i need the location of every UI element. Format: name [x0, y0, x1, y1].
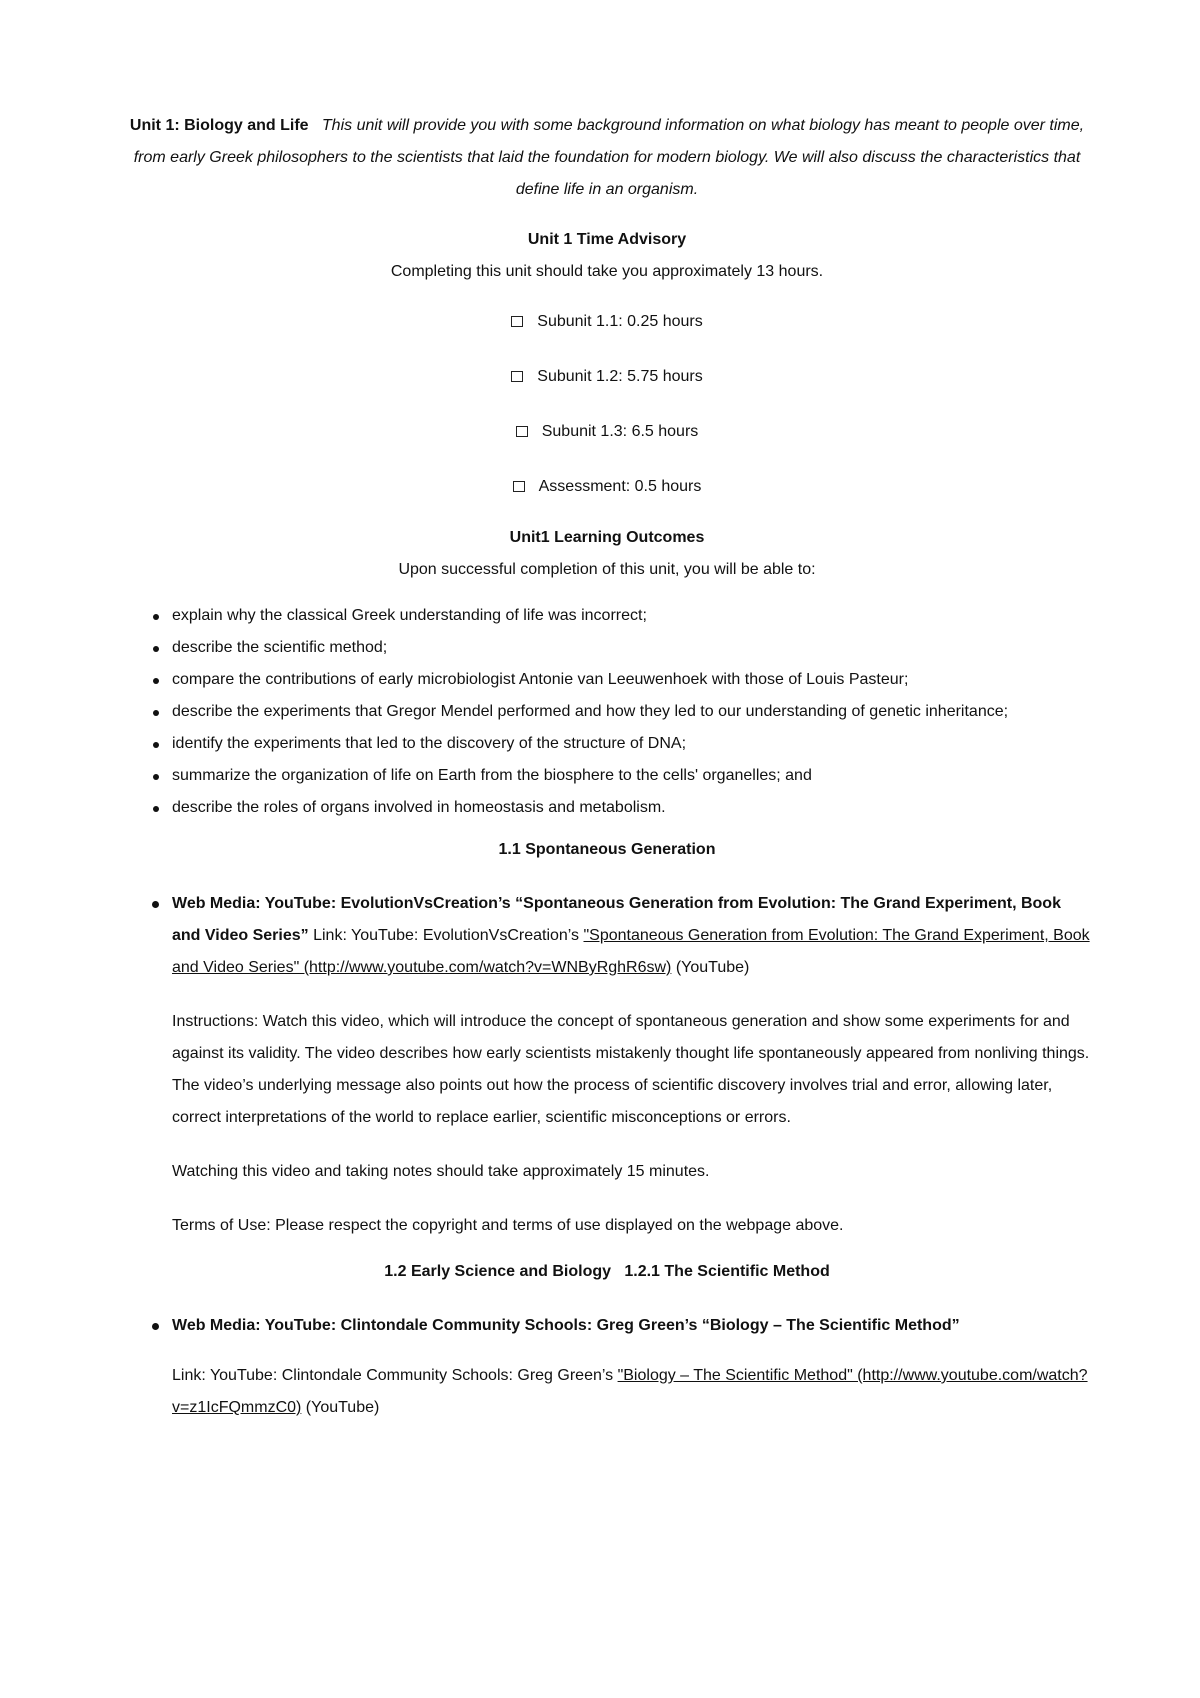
checkbox-icon[interactable]	[513, 481, 525, 492]
learning-outcomes-list	[122, 600, 1092, 824]
link-prefix: Link: YouTube: EvolutionVsCreation’s	[308, 927, 584, 944]
list-item: describe the scientific method;	[122, 632, 1092, 664]
list-item: identify the experiments that led to the discovery of the structure of DNA;	[122, 728, 1092, 760]
time-checklist	[122, 310, 1092, 499]
checklist-label: Subunit 1.2: 5.75 hours	[537, 368, 703, 385]
time-note: Watching this video and taking notes should take approximately 15 minutes.	[172, 1163, 710, 1180]
terms-of-use: Terms of Use: Please respect the copyright and terms of use displayed on the webpage above.	[172, 1217, 844, 1234]
link-suffix: (YouTube)	[301, 1399, 380, 1416]
video-link[interactable]: "Spontaneous Generation from Evolution: The Grand Experiment, Book and Video Series" (http://www.youtube.com/watch?v=WNByRghR6sw)	[172, 927, 1090, 976]
checklist-label: Assessment: 0.5 hours	[538, 478, 702, 495]
list-item: compare the contributions of early microbiologist Antonie van Leeuwenhoek with those of Louis Pasteur;	[122, 664, 1092, 696]
list-item: explain why the classical Greek understanding of life was incorrect;	[122, 600, 1092, 632]
checklist-label: Subunit 1.1: 0.25 hours	[537, 313, 703, 330]
video-link[interactable]: "Biology – The Scientific Method" (http://www.youtube.com/watch?v=z1IcFQmmzC0)	[172, 1367, 1088, 1416]
list-item: describe the roles of organs involved in homeostasis and metabolism.	[122, 792, 1092, 824]
checklist-item	[122, 310, 1092, 334]
scientific-method-link-line	[122, 1360, 1092, 1424]
link-prefix: Link: YouTube: Clintondale Community Schools: Greg Green’s	[172, 1367, 618, 1384]
media-title: Web Media: YouTube: EvolutionVsCreation’s “Spontaneous Generation from Evolution: The Grand Experiment, Book and Video Series”	[172, 895, 1061, 944]
checklist-item	[122, 475, 1092, 499]
time-advisory-text: Completing this unit should take you approximately 13 hours.	[390, 263, 824, 280]
link-suffix: (YouTube)	[671, 959, 750, 976]
unit-title: Unit 1: Biology and Life	[129, 117, 309, 134]
unit-intro	[122, 110, 1092, 206]
learning-outcomes-text: Upon successful completion of this unit, you will be able to:	[398, 561, 816, 578]
bullet-icon	[152, 901, 159, 908]
unit-description: This unit will provide you with some background information on what biology has meant to people over time, from early Greek philosophers to the scientists that laid the foundation for modern biology. We will also discuss the characteristics that define life in an organism.	[133, 117, 1085, 198]
section-1-1-title: 1.1 Spontaneous Generation	[498, 841, 716, 858]
media-title: Web Media: YouTube: Clintondale Community Schools: Greg Green’s “Biology – The Scientific Method”	[172, 1317, 960, 1334]
media-item-spontaneous-generation	[122, 888, 1092, 984]
checkbox-icon[interactable]	[511, 316, 523, 327]
checklist-label: Subunit 1.3: 6.5 hours	[541, 423, 699, 440]
checklist-item	[122, 365, 1092, 389]
list-item: summarize the organization of life on Earth from the biosphere to the cells' organelles; and	[122, 760, 1092, 792]
instructions-text: Instructions: Watch this video, which will introduce the concept of spontaneous generation and show some experiments for and against its validity. The video describes how early scientists mistakenly thought life spontaneously appeared from nonliving things. The video’s underlying message also points out how the process of scientific discovery involves trial and error, allowing later, correct interpretations of the world to replace earlier, scientific misconceptions or errors.	[172, 1013, 1090, 1126]
section-1-2-title: 1.2 Early Science and Biology 1.2.1 The Scientific Method	[384, 1263, 830, 1280]
checklist-item	[122, 420, 1092, 444]
bullet-icon	[152, 1323, 159, 1330]
list-item: describe the experiments that Gregor Mendel performed and how they led to our understanding of genetic inheritance;	[122, 696, 1092, 728]
checkbox-icon[interactable]	[511, 371, 523, 382]
document-page	[122, 110, 1092, 1424]
time-advisory-title: Unit 1 Time Advisory	[527, 231, 687, 248]
media-item-scientific-method	[122, 1310, 1092, 1342]
learning-outcomes-title: Unit1 Learning Outcomes	[509, 529, 705, 546]
checkbox-icon[interactable]	[516, 426, 528, 437]
